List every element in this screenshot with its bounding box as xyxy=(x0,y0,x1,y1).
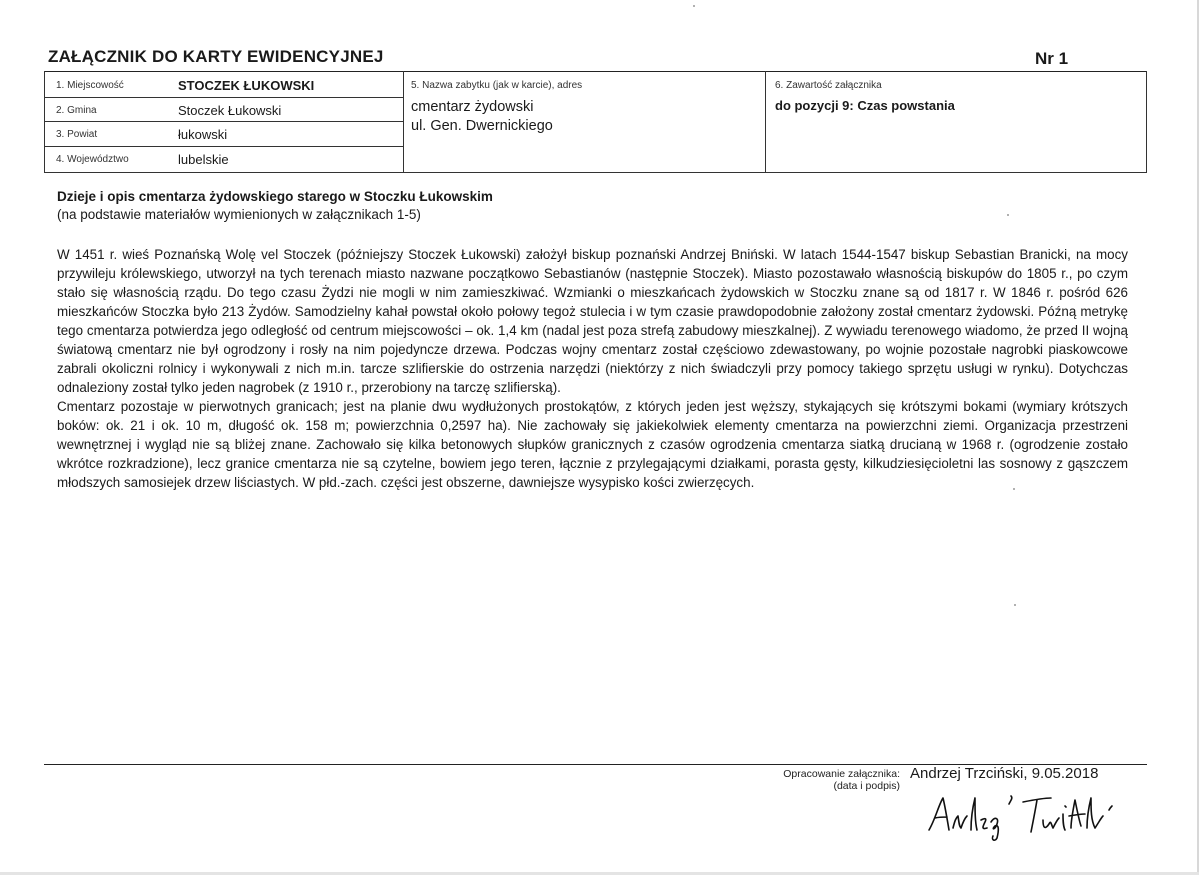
row-divider xyxy=(44,121,403,122)
field-label-zawartosc: 6. Zawartość załącznika xyxy=(775,80,882,91)
field-label-miejscowosc: 1. Miejscowość xyxy=(56,80,124,91)
field-value-gmina: Stoczek Łukowski xyxy=(178,103,282,118)
scan-speck xyxy=(1014,604,1016,606)
form-number: Nr 1 xyxy=(1035,49,1069,68)
field-value-wojewodztwo: lubelskie xyxy=(178,152,229,167)
paragraph-history: W 1451 r. wieś Poznańską Wolę vel Stoczek (późniejszy Stoczek Łukowski) założył biskup poznański Andrzej Bniński. W latach 1544-1547 biskup Sebastian Branicki, na mocy przywileju królewskiego, utworzył na tych terenach miasto nazwane początkowo Sebastianów (następnie Stoczek). Miasto pozostawało własnością biskupów do 1805 r., po czym stało się własnością rządu. Do tego czasu Żydzi nie mogli w nim zamieszkiwać. Wzmianki o mieszkańcach żydowskich w Stoczku znane są od 1817 r. W 1846 r. pośród 626 mieszkańców Stoczka było 213 Żydów. Samodzielny kahał powstał około połowy tegoż stulecia i w tym czasie prawdopodobnie założony został cmentarz żydowski. Późną metrykę tego cmentarza potwierdza jego odległość od centrum miejscowości – ok. 1,4 km (nadal jest poza strefą zabudowy mieszkalnej). Z wywiadu terenowego wiadomo, że przed II wojną światową cmentarz nie był ogrodzony i rosły na nim pojedyncze drzewa. Podczas wojny cmentarz został częściowo zdewastowany, po wojnie pozostałe nagrobki piaskowcowe zabrali okoliczni rolnicy i wykonywali z nich m.in. tarcze szlifierskie do ostrzenia narzędzi (niektórzy z nich świadczyli przy pomocy takiego sprzętu usługi w rynku). Dotychczas odnaleziony został tylko jeden nagrobek (z 1910 r., przerobiony na tarczę szlifierską). xyxy=(57,247,1128,395)
form-top-rule xyxy=(44,71,1147,72)
description-body xyxy=(57,245,1128,492)
author-date: Andrzej Trzciński, 9.05.2018 xyxy=(910,765,1099,782)
section-heading: Dzieje i opis cmentarza żydowskiego starego w Stoczku Łukowskim xyxy=(57,189,493,204)
form-bottom-rule xyxy=(44,172,1147,173)
column-divider xyxy=(765,71,766,172)
field-value-zawartosc: do pozycji 9: Czas powstania xyxy=(775,98,955,113)
scan-speck xyxy=(1007,214,1009,216)
row-divider xyxy=(44,97,403,98)
footer-label-sub: (data i podpis) xyxy=(833,780,900,792)
footer-label xyxy=(760,768,900,792)
field-label-powiat: 3. Powiat xyxy=(56,129,98,140)
scan-speck xyxy=(693,5,695,7)
column-divider xyxy=(403,71,404,172)
footer-label-main: Opracowanie załącznika: xyxy=(783,768,900,780)
row-divider xyxy=(44,146,403,147)
field-label-gmina: 2. Gmina xyxy=(56,105,97,116)
paragraph-description: Cmentarz pozostaje w pierwotnych granicach; jest na planie dwu wydłużonych prostokątów, z których jeden jest węższy, stykających się krótszymi bokami (wymiary krótszych boków: ok. 21 i ok. 10 m, długość ok. 158 m; powierzchnia 0,2597 ha). Nie zachowały się jakiekolwiek elementy cmentarza na powierzchni ziemi. Organizacja przestrzeni wewnętrznej i wygląd nie są bliżej znane. Zachowało się kilka betonowych słupków granicznych z czasów ogrodzenia cmentarza siatką drucianą w 1968 r. (ogrodzenie zostało wkrótce rozkradzione), lecz granice cmentarza nie są czytelne, bowiem jego teren, łącznie z przylegającymi działkami, porasta gęsty, kilkudziesięcioletni las sosnowy z gąszczem młodszych samosiejek drzew liściastych. W płd.-zach. części jest obszerne, dawniejsze wysypisko kości zwierzęcych. xyxy=(57,399,1128,490)
field-value-nazwa: cmentarz żydowski xyxy=(411,99,534,115)
field-value-powiat: łukowski xyxy=(178,127,228,142)
handwritten-signature xyxy=(925,790,1145,845)
column-divider xyxy=(44,71,45,172)
section-subheading: (na podstawie materiałów wymienionych w załącznikach 1-5) xyxy=(57,207,421,222)
column-divider xyxy=(1146,71,1147,172)
field-value-adres: ul. Gen. Dwernickiego xyxy=(411,118,553,134)
field-value-miejscowosc: STOCZEK ŁUKOWSKI xyxy=(178,78,315,93)
field-label-wojewodztwo: 4. Województwo xyxy=(56,154,129,165)
field-label-nazwa: 5. Nazwa zabytku (jak w karcie), adres xyxy=(411,80,583,91)
form-title: ZAŁĄCZNIK DO KARTY EWIDENCYJNEJ xyxy=(48,47,384,66)
